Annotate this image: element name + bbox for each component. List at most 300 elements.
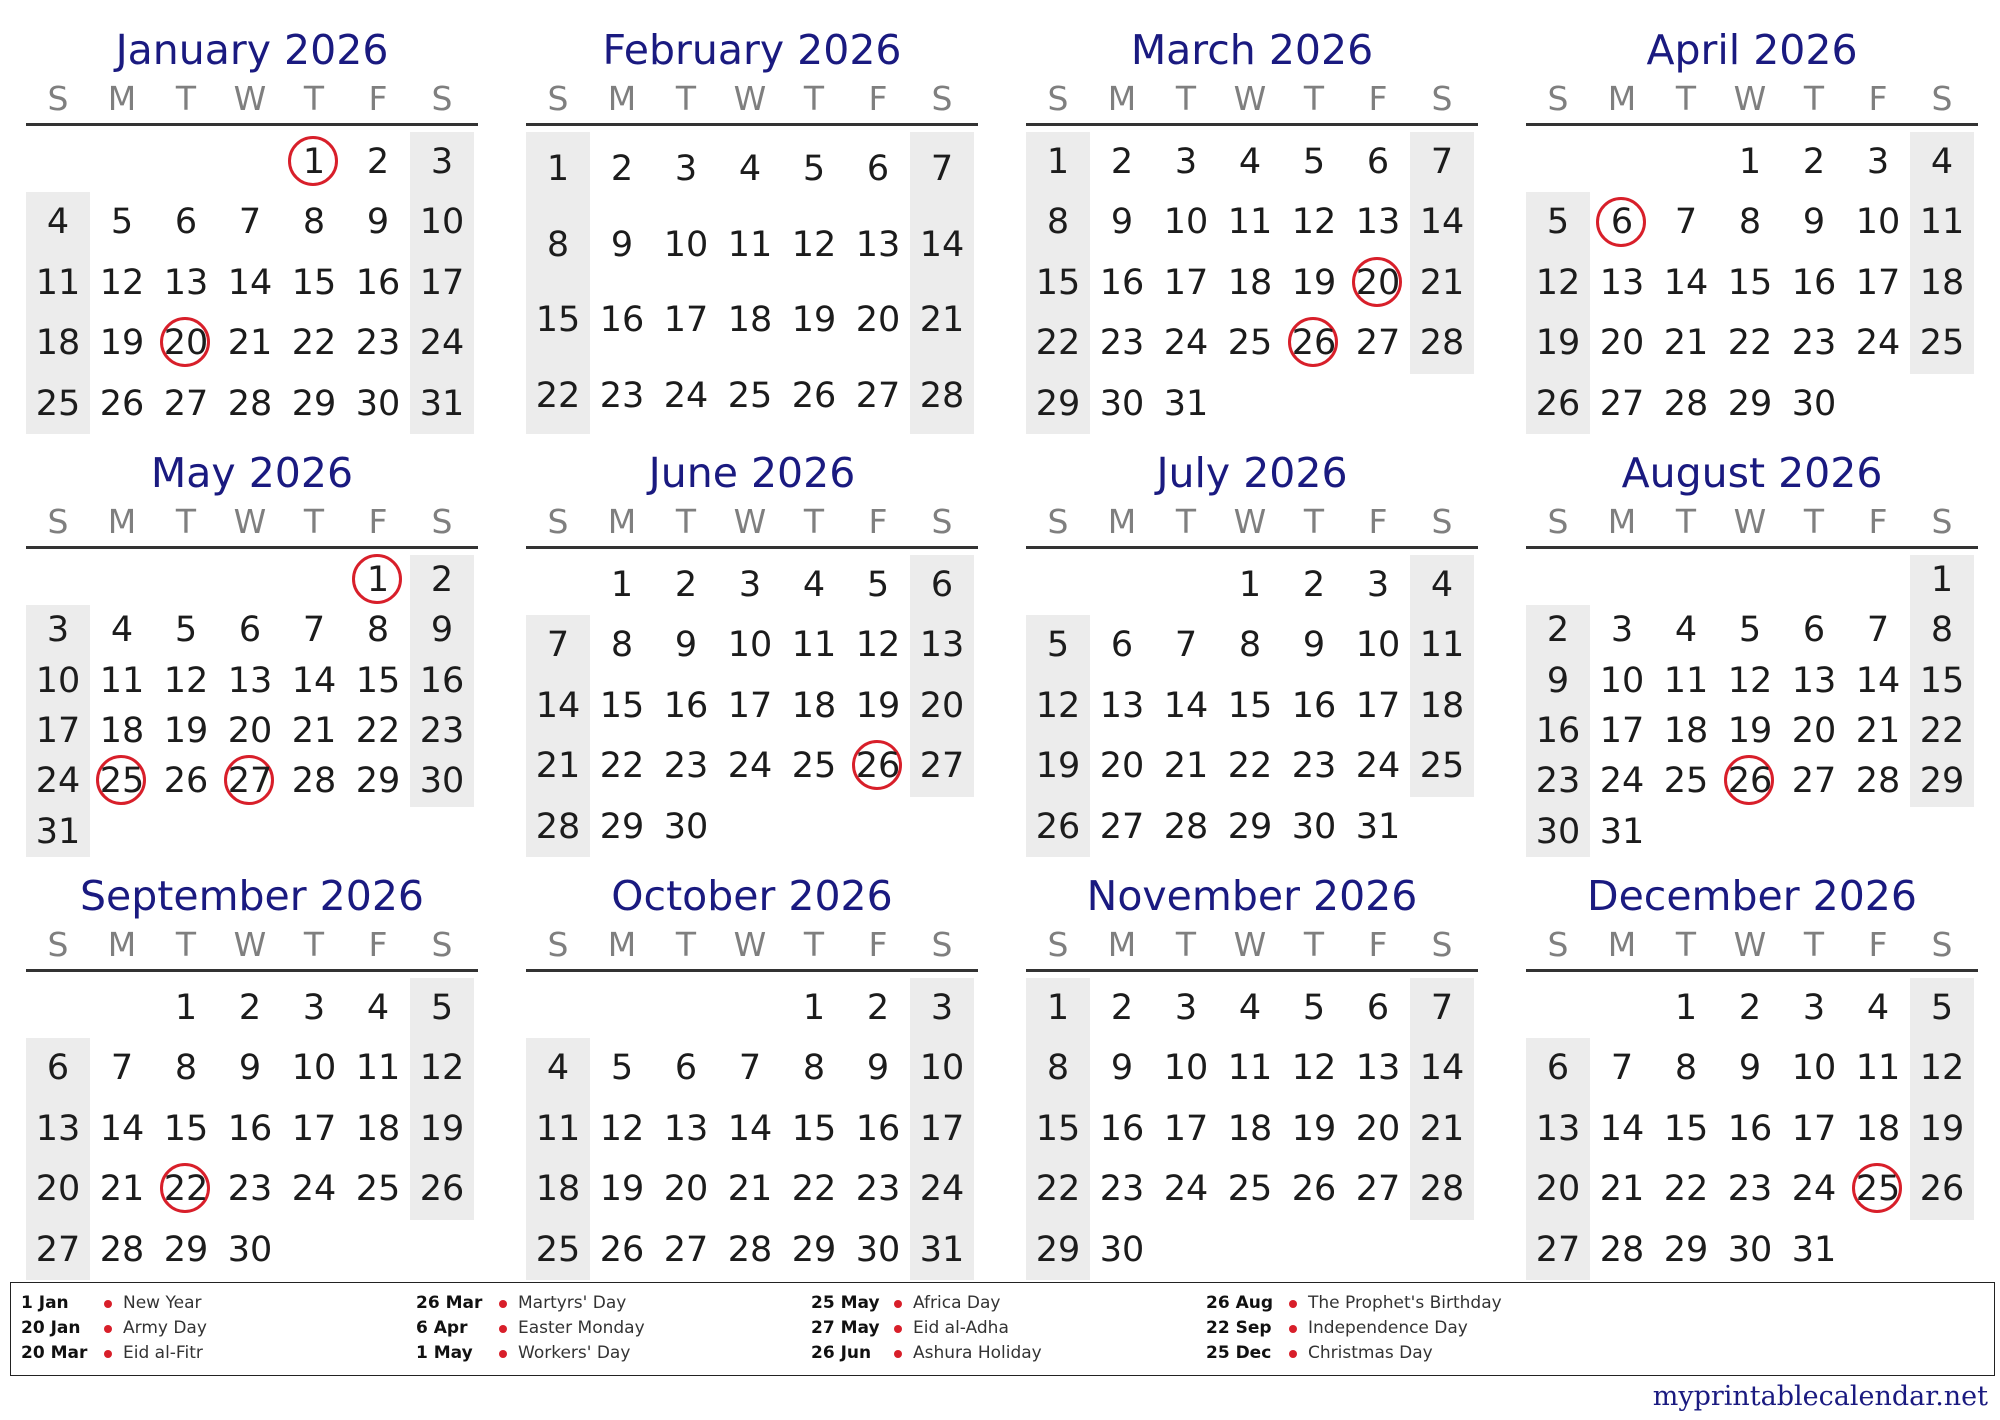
- holiday-dot-icon: [499, 1350, 507, 1358]
- day-cell: [1218, 192, 1282, 252]
- day-cell: [1282, 253, 1346, 313]
- legend-item: [1206, 1316, 1586, 1341]
- day-cell: [1846, 132, 1910, 192]
- day-number: 16: [663, 685, 709, 726]
- holiday-date: 25 Dec: [1206, 1343, 1272, 1363]
- day-number: 18: [791, 685, 837, 726]
- weekday-label: T: [1803, 502, 1825, 541]
- day-number: 2: [1802, 142, 1826, 182]
- day-cell: [1282, 615, 1346, 675]
- day-cell: [1782, 1099, 1846, 1159]
- weekday-label: S: [431, 925, 453, 964]
- day-number: 17: [1163, 1108, 1209, 1149]
- day-number: 19: [1291, 262, 1337, 303]
- day-cell: [346, 706, 410, 756]
- day-cell: [90, 605, 154, 655]
- day-number: 16: [1099, 262, 1145, 303]
- legend-item: [811, 1291, 1191, 1316]
- day-cell: [1410, 676, 1474, 736]
- day-cell: [910, 978, 974, 1038]
- day-cell: [526, 736, 590, 796]
- day-number: 18: [99, 711, 145, 751]
- day-cell: [1654, 656, 1718, 706]
- day-cell: [654, 1099, 718, 1159]
- day-number: 19: [1727, 711, 1773, 751]
- holiday-name: Independence Day: [1308, 1318, 1468, 1338]
- day-cell: [1526, 807, 1590, 857]
- day-number: 11: [1419, 625, 1465, 666]
- day-number: 2: [866, 988, 890, 1028]
- day-number: 9: [866, 1048, 890, 1089]
- day-number: 20: [35, 1169, 81, 1210]
- day-number: 20: [1599, 323, 1645, 364]
- day-cell: [410, 313, 474, 373]
- day-number: 14: [535, 685, 581, 726]
- day-cell: [526, 359, 590, 435]
- header-divider: [1526, 123, 1978, 126]
- day-number: 26: [855, 746, 901, 787]
- day-cell: [410, 1159, 474, 1219]
- day-number: 13: [163, 262, 209, 303]
- day-number: 5: [802, 149, 826, 189]
- day-cell: [1346, 132, 1410, 192]
- day-cell: [654, 208, 718, 284]
- day-cell: [282, 756, 346, 806]
- day-cell: [1718, 706, 1782, 756]
- day-cell: [410, 1099, 474, 1159]
- day-cell: [154, 656, 218, 706]
- day-cell: [1654, 192, 1718, 252]
- day-cell: [90, 1159, 154, 1219]
- day-number: 6: [674, 1048, 698, 1089]
- day-cell: [910, 1038, 974, 1098]
- day-number: 1: [1238, 565, 1262, 605]
- day-cell: [590, 1099, 654, 1159]
- day-number: 13: [35, 1108, 81, 1149]
- holiday-dot-icon: [894, 1300, 902, 1308]
- day-cell: [1282, 132, 1346, 192]
- holiday-dot-icon: [104, 1300, 112, 1308]
- day-cell: [1282, 978, 1346, 1038]
- day-number: 7: [738, 1048, 762, 1089]
- day-cell: [1346, 615, 1410, 675]
- legend-column: [1206, 1291, 1586, 1366]
- day-number: 28: [535, 806, 581, 847]
- day-number: 6: [1802, 610, 1826, 651]
- day-number: 17: [291, 1108, 337, 1149]
- day-number: 4: [546, 1048, 570, 1089]
- day-cell: [1654, 756, 1718, 806]
- month-title: April 2026: [1646, 26, 1858, 74]
- day-number: 8: [1930, 610, 1954, 651]
- day-number: 25: [1663, 761, 1709, 802]
- day-cell: [26, 1159, 90, 1219]
- weekday-label: W: [233, 502, 267, 541]
- day-number: 1: [546, 149, 570, 189]
- day-cell: [410, 132, 474, 192]
- day-cell: [1846, 1038, 1910, 1098]
- day-cell: [1410, 615, 1474, 675]
- day-number: 10: [35, 660, 81, 701]
- month-title: January 2026: [115, 26, 389, 74]
- weekday-label: S: [931, 502, 953, 541]
- day-number: 22: [1227, 746, 1273, 787]
- day-number: 14: [1663, 262, 1709, 303]
- day-number: 19: [855, 685, 901, 726]
- day-cell: [526, 1099, 590, 1159]
- day-cell: [154, 1038, 218, 1098]
- day-cell: [1346, 978, 1410, 1038]
- day-cell: [1282, 555, 1346, 615]
- day-number: 8: [802, 1048, 826, 1089]
- day-cell: [1346, 736, 1410, 796]
- day-number: 12: [1919, 1048, 1965, 1089]
- day-cell: [1718, 132, 1782, 192]
- weekday-label: S: [1547, 925, 1569, 964]
- day-cell: [1026, 615, 1090, 675]
- day-cell: [1654, 374, 1718, 434]
- day-cell: [410, 555, 474, 605]
- day-number: 7: [546, 625, 570, 666]
- weekday-label: T: [1175, 502, 1197, 541]
- day-cell: [26, 313, 90, 373]
- day-cell: [1910, 313, 1974, 373]
- day-cell: [1346, 1159, 1410, 1219]
- day-cell: [526, 1159, 590, 1219]
- holiday-name: The Prophet's Birthday: [1308, 1293, 1502, 1313]
- day-number: 6: [46, 1048, 70, 1089]
- day-number: 21: [99, 1169, 145, 1210]
- day-cell: [346, 132, 410, 192]
- day-number: 30: [355, 383, 401, 424]
- day-cell: [1218, 797, 1282, 857]
- day-number: 11: [791, 625, 837, 666]
- day-cell: [718, 1099, 782, 1159]
- day-cell: [218, 978, 282, 1038]
- day-number: 29: [599, 806, 645, 847]
- day-cell: [1218, 253, 1282, 313]
- weekday-label: W: [733, 925, 767, 964]
- weekday-header: [1526, 499, 1978, 545]
- day-number: 10: [1163, 202, 1209, 243]
- weekday-label: F: [868, 79, 888, 118]
- holiday-name: Army Day: [123, 1318, 207, 1338]
- day-number: 6: [1110, 625, 1134, 666]
- weekday-label: S: [47, 925, 69, 964]
- day-number: 7: [1174, 625, 1198, 666]
- day-number: 28: [1663, 383, 1709, 424]
- day-cell: [1090, 132, 1154, 192]
- weekday-label: M: [1107, 79, 1137, 118]
- day-number: 6: [930, 565, 954, 605]
- day-cell: [910, 1159, 974, 1219]
- weekday-label: M: [607, 502, 637, 541]
- weekday-label: W: [733, 502, 767, 541]
- day-cell: [1154, 132, 1218, 192]
- day-grid: [26, 555, 478, 857]
- day-number: 12: [1535, 262, 1581, 303]
- day-cell: [410, 192, 474, 252]
- day-cell: [1090, 192, 1154, 252]
- day-cell: [1590, 192, 1654, 252]
- day-number: 25: [1227, 323, 1273, 364]
- day-cell: [282, 1038, 346, 1098]
- day-number: 21: [1663, 323, 1709, 364]
- day-number: 16: [1099, 1108, 1145, 1149]
- day-number: 22: [1727, 323, 1773, 364]
- day-cell: [1910, 978, 1974, 1038]
- day-number: 16: [1535, 711, 1581, 751]
- weekday-label: T: [803, 79, 825, 118]
- day-cell: [910, 132, 974, 208]
- day-cell: [1026, 676, 1090, 736]
- day-number: 26: [1535, 383, 1581, 424]
- day-number: 20: [1535, 1169, 1581, 1210]
- day-number: 15: [1227, 685, 1273, 726]
- day-cell: [1090, 374, 1154, 434]
- weekday-label: W: [733, 79, 767, 118]
- day-cell: [346, 978, 410, 1038]
- day-cell: [1590, 656, 1654, 706]
- day-cell: [1846, 978, 1910, 1038]
- weekday-label: T: [675, 79, 697, 118]
- day-number: 9: [1802, 202, 1826, 243]
- weekday-label: S: [547, 79, 569, 118]
- month-title: October 2026: [611, 872, 893, 920]
- day-number: 27: [1355, 323, 1401, 364]
- day-cell: [1782, 1220, 1846, 1280]
- day-cell: [846, 1220, 910, 1280]
- day-cell: [718, 359, 782, 435]
- day-cell: [26, 756, 90, 806]
- day-cell: [1526, 192, 1590, 252]
- day-number: 18: [727, 300, 773, 340]
- day-cell: [782, 676, 846, 736]
- day-number: 31: [1163, 383, 1209, 424]
- weekday-label: S: [547, 925, 569, 964]
- site-link[interactable]: myprintablecalendar.net: [1652, 1381, 1988, 1412]
- day-number: 31: [919, 1229, 965, 1270]
- holiday-dot-icon: [1289, 1350, 1297, 1358]
- weekday-header: [1026, 76, 1478, 122]
- weekday-label: M: [1107, 925, 1137, 964]
- day-cell: [1526, 756, 1590, 806]
- weekday-label: W: [1233, 502, 1267, 541]
- day-cell: [1026, 132, 1090, 192]
- day-number: 12: [1291, 202, 1337, 243]
- day-number: 30: [419, 761, 465, 802]
- day-number: 29: [291, 383, 337, 424]
- day-number: 20: [855, 300, 901, 340]
- header-divider: [526, 123, 978, 126]
- day-number: 5: [1046, 625, 1070, 666]
- weekday-label: S: [1547, 79, 1569, 118]
- day-number: 13: [227, 660, 273, 701]
- day-number: 5: [610, 1048, 634, 1089]
- day-number: 11: [535, 1108, 581, 1149]
- day-cell: [1782, 978, 1846, 1038]
- day-number: 14: [291, 660, 337, 701]
- day-number: 7: [238, 202, 262, 243]
- weekday-label: M: [1107, 502, 1137, 541]
- weekday-label: T: [803, 925, 825, 964]
- day-number: 2: [1110, 142, 1134, 182]
- holiday-date: 26 Mar: [416, 1293, 483, 1313]
- day-cell: [1718, 192, 1782, 252]
- holiday-date: 25 May: [811, 1293, 880, 1313]
- day-number: 5: [1302, 142, 1326, 182]
- weekday-label: F: [1368, 502, 1388, 541]
- weekday-header: [1026, 922, 1478, 968]
- holiday-name: Ashura Holiday: [913, 1343, 1042, 1363]
- day-number: 17: [727, 685, 773, 726]
- day-number: 28: [919, 375, 965, 416]
- day-cell: [1526, 605, 1590, 655]
- day-cell: [1026, 978, 1090, 1038]
- day-number: 13: [1599, 262, 1645, 303]
- weekday-label: M: [607, 79, 637, 118]
- day-number: 23: [1791, 323, 1837, 364]
- day-cell: [154, 253, 218, 313]
- weekday-label: T: [303, 925, 325, 964]
- day-grid: [1526, 555, 1978, 857]
- day-number: 20: [919, 685, 965, 726]
- day-cell: [154, 978, 218, 1038]
- day-number: 7: [302, 610, 326, 651]
- day-cell: [1718, 1159, 1782, 1219]
- day-number: 2: [1110, 988, 1134, 1028]
- day-cell: [218, 1220, 282, 1280]
- header-divider: [1526, 546, 1978, 549]
- day-cell: [654, 283, 718, 359]
- day-number: 28: [1855, 761, 1901, 802]
- weekday-header: [1526, 76, 1978, 122]
- day-cell: [1026, 736, 1090, 796]
- day-number: 31: [1791, 1229, 1837, 1270]
- legend-column: [416, 1291, 796, 1366]
- day-cell: [910, 676, 974, 736]
- holiday-date: 26 Jun: [811, 1343, 872, 1363]
- day-cell: [1718, 656, 1782, 706]
- day-number: 20: [1355, 262, 1401, 303]
- day-number: 29: [791, 1229, 837, 1270]
- day-number: 16: [599, 300, 645, 340]
- day-cell: [282, 253, 346, 313]
- day-number: 10: [419, 202, 465, 243]
- day-cell: [1910, 555, 1974, 605]
- day-cell: [654, 1159, 718, 1219]
- day-number: 10: [291, 1048, 337, 1089]
- weekday-label: T: [675, 502, 697, 541]
- day-number: 23: [599, 375, 645, 416]
- day-cell: [154, 313, 218, 373]
- day-cell: [218, 656, 282, 706]
- day-cell: [1026, 192, 1090, 252]
- day-cell: [1590, 253, 1654, 313]
- holiday-date: 27 May: [811, 1318, 880, 1338]
- day-cell: [218, 192, 282, 252]
- day-number: 29: [1727, 383, 1773, 424]
- day-number: 24: [1163, 1169, 1209, 1210]
- day-cell: [1782, 374, 1846, 434]
- legend-column: [21, 1291, 401, 1366]
- day-number: 23: [1535, 761, 1581, 802]
- day-cell: [410, 605, 474, 655]
- day-number: 4: [1430, 565, 1454, 605]
- day-number: 19: [791, 300, 837, 340]
- holiday-name: Eid al-Fitr: [123, 1343, 203, 1363]
- day-number: 22: [355, 711, 401, 751]
- day-cell: [1846, 756, 1910, 806]
- day-number: 9: [430, 610, 454, 651]
- holiday-dot-icon: [499, 1325, 507, 1333]
- day-cell: [1782, 132, 1846, 192]
- day-number: 8: [174, 1048, 198, 1089]
- day-number: 1: [302, 142, 326, 182]
- day-cell: [718, 283, 782, 359]
- day-cell: [1590, 374, 1654, 434]
- day-number: 10: [727, 625, 773, 666]
- legend-item: [416, 1316, 796, 1341]
- day-number: 8: [1674, 1048, 1698, 1089]
- day-cell: [346, 605, 410, 655]
- day-cell: [1346, 313, 1410, 373]
- day-number: 27: [227, 761, 273, 802]
- day-number: 12: [99, 262, 145, 303]
- day-number: 4: [110, 610, 134, 651]
- day-cell: [1910, 253, 1974, 313]
- day-cell: [218, 1099, 282, 1159]
- day-number: 10: [1599, 660, 1645, 701]
- day-number: 13: [1535, 1108, 1581, 1149]
- day-number: 19: [599, 1169, 645, 1210]
- weekday-label: W: [233, 925, 267, 964]
- day-cell: [346, 756, 410, 806]
- day-cell: [410, 1038, 474, 1098]
- day-cell: [1410, 1159, 1474, 1219]
- day-number: 4: [366, 988, 390, 1028]
- weekday-label: F: [868, 502, 888, 541]
- day-number: 12: [163, 660, 209, 701]
- day-number: 23: [1099, 323, 1145, 364]
- day-number: 6: [1366, 988, 1390, 1028]
- day-cell: [26, 192, 90, 252]
- day-cell: [218, 1038, 282, 1098]
- holiday-dot-icon: [499, 1300, 507, 1308]
- day-cell: [590, 615, 654, 675]
- weekday-label: F: [368, 502, 388, 541]
- holiday-name: Africa Day: [913, 1293, 1001, 1313]
- day-cell: [782, 1220, 846, 1280]
- day-number: 17: [1599, 711, 1645, 751]
- day-cell: [1154, 797, 1218, 857]
- day-cell: [1718, 374, 1782, 434]
- day-cell: [1526, 1220, 1590, 1280]
- day-number: 17: [1855, 262, 1901, 303]
- day-cell: [1090, 253, 1154, 313]
- day-number: 1: [1046, 988, 1070, 1028]
- day-cell: [1782, 313, 1846, 373]
- day-number: 3: [930, 988, 954, 1028]
- day-number: 1: [1738, 142, 1762, 182]
- day-cell: [590, 1038, 654, 1098]
- day-number: 20: [1791, 711, 1837, 751]
- weekday-label: F: [1868, 79, 1888, 118]
- day-cell: [1154, 978, 1218, 1038]
- day-cell: [1590, 807, 1654, 857]
- day-number: 9: [1738, 1048, 1762, 1089]
- day-number: 31: [1355, 806, 1401, 847]
